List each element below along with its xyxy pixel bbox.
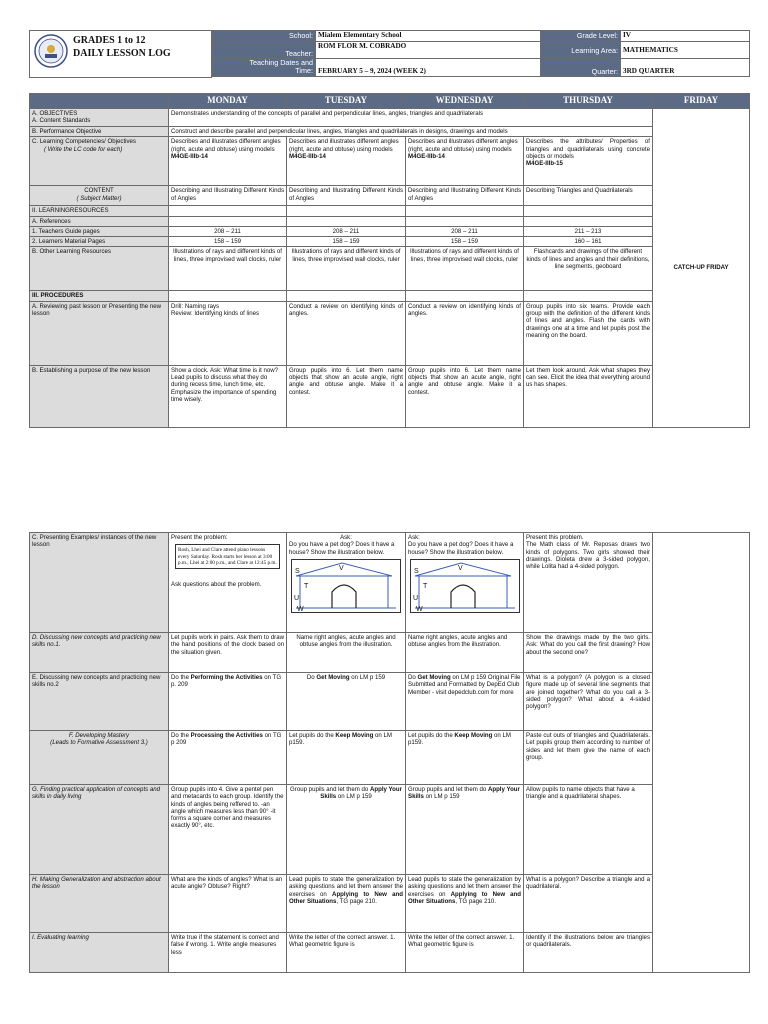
school-value: Mialem Elementary School — [316, 31, 541, 42]
eval-tuesday: Write the letter of the correct answer. 1. What geometric figure is — [287, 933, 406, 973]
problem-textbox: Rosh, Lhei and Clare attend piano lessons every Saturday. Rosh starts her lesson at 3:00 p.m., Lhei at 2:00 p.m., and Clare at 12:45 p.m. — [175, 544, 280, 569]
competencies-label: C. Learning Competencies/ Objectives — [32, 138, 136, 146]
day-header-wednesday: WEDNESDAY — [406, 94, 524, 109]
ill-letter-s: S — [413, 567, 419, 575]
apply-monday: Group pupils into 4. Give a pentel pen and metacards to each group. Identify the kinds of angles being reffered to. -an angle which measures less than 90° -it forms a square corner and measures exactly 90°, etc. — [169, 785, 287, 875]
present-ask-label: Ask: — [408, 534, 420, 541]
form-subtitle: DAILY LESSON LOG — [73, 48, 171, 59]
angle-illustration-icon — [411, 560, 519, 612]
dates-label-line1: Teaching Dates and — [249, 58, 313, 67]
mastery-sublabel: (Leads to Formative Assessment 3.) — [50, 739, 148, 747]
disc2-thursday: What is a polygon? (A polygon is a closed figure made up of several line segments that are joined together? What do you call a 3-sided polygon? What about a 4-sided polygon? — [524, 673, 653, 731]
mastery-wednesday — [406, 731, 524, 785]
purpose-tuesday: Group pupils into 6. Let them name objects that show an acute angle, right angle and obtuse angle. Make it a contest. — [287, 365, 406, 427]
competency-code: M4GE-IIIb-14 — [171, 152, 208, 160]
disc2-label: E. Discussing new concepts and practicing new skills no.2 — [30, 673, 169, 731]
day-header-tuesday: TUESDAY — [287, 94, 406, 109]
deped-seal-icon — [34, 34, 68, 68]
lm-monday: 158 – 159 — [169, 237, 287, 247]
dates-value: FEBRUARY 5 – 9, 2024 (WEEK 2) — [316, 59, 541, 77]
present-problem-intro: Present the problem: — [171, 534, 228, 541]
competencies-label-cell — [30, 137, 169, 186]
present-thursday — [524, 533, 653, 633]
disc2-activity: Get Moving — [316, 674, 350, 681]
present-problem-text: The Math class of Mr. Reposas draws two kinds of polygons. Two girls showed their drawings. Dioleta drew a 3-sided polygon, while Lolita had a 4-sided polygon. — [526, 541, 650, 571]
teacher-value: ROM FLOR M. COBRADO — [316, 42, 541, 59]
disc2-activity: Get Moving — [417, 674, 451, 681]
apply-text: Group pupils and let them do — [408, 786, 488, 793]
disc2-page: on LM p 159 — [349, 674, 386, 681]
mastery-activity: Processing the Activities — [190, 732, 263, 739]
purpose-thursday: Let them look around. Ask what shapes they can see. Elicit the idea that everything around us has shapes. — [524, 365, 653, 427]
gen-text: Lead pupils to state the generalization by asking questions and let them answer the exercises on — [408, 876, 521, 898]
apply-text: Group pupils and let them do — [290, 786, 370, 793]
friday-empty — [653, 533, 750, 973]
mastery-monday — [169, 731, 287, 785]
competency-thursday — [524, 137, 653, 186]
gen-label: H. Making Generalization and abstraction about the lesson — [30, 875, 169, 933]
lm-wednesday: 158 – 159 — [406, 237, 524, 247]
references-label: A. References — [30, 216, 169, 226]
mastery-label: F. Developing Mastery — [68, 732, 130, 739]
review-label: A. Reviewing past lesson or Presenting the new lesson — [30, 301, 169, 365]
dates-label — [213, 59, 316, 77]
apply-label: G. Finding practical application of concepts and skills in daily living — [30, 785, 169, 875]
procedures-label: III. PROCEDURES — [30, 291, 169, 301]
present-monday — [169, 533, 287, 633]
mastery-activity: Keep Moving — [335, 732, 374, 739]
tg-tuesday: 208 – 211 — [287, 226, 406, 236]
disc1-tuesday: Name right angles, acute angles and obtuse angles from the illustration. — [287, 633, 406, 673]
tg-wednesday: 208 – 211 — [406, 226, 524, 236]
competency-code: M4GE-IIIb-14 — [408, 152, 445, 160]
disc2-tuesday — [287, 673, 406, 731]
other-resources-label: B. Other Learning Resources — [30, 247, 169, 291]
competency-text: Describes and illustrates different angles (right, acute and obtuse) using models — [408, 138, 518, 153]
disc2-page: on LM p 159 Original File Submitted and Formatted by DepEd Club Member - visit depedclub.com for more — [408, 674, 521, 696]
apply-activity: Apply Your Skills — [408, 786, 520, 801]
eval-label: I. Evaluating learning — [30, 933, 169, 973]
competency-code: M4GE-IIIb-15 — [526, 160, 563, 168]
present-ask-text: Do you have a pet dog? Does it have a house? Show the illustration below. — [408, 541, 514, 556]
content-label-cell — [30, 186, 169, 206]
disc2-text: Do — [408, 674, 418, 681]
competency-text: Describes and illustrates different angles (right, acute and obtuse) using models — [289, 138, 399, 153]
present-ask: Ask questions about the problem. — [171, 580, 262, 588]
other-thursday: Flashcards and drawings of the different kinds of lines and angles and their definitions, line segments, geoboard — [524, 247, 653, 291]
grade-label: Grade Level: — [541, 31, 621, 42]
competency-wednesday — [406, 137, 524, 186]
mastery-page: on TG p 209 — [171, 732, 282, 747]
present-ask-text: Do you have a pet dog? Does it have a house? Show the illustration below. — [289, 541, 395, 556]
mastery-tuesday — [287, 731, 406, 785]
ill-letter-w: W — [415, 605, 423, 612]
dates-label-line2: Time: — [295, 66, 313, 75]
empty-cell — [406, 216, 524, 226]
gen-activity: Applying to New and Other Situations — [408, 890, 521, 905]
content-wednesday: Describing and Illustrating Different Kinds of Angles — [406, 186, 524, 206]
empty-cell — [287, 291, 406, 301]
competency-text: Describes the attributes/ Properties of triangles and quadrilaterals using concrete objects or models — [526, 138, 650, 160]
area-value: MATHEMATICS — [621, 42, 750, 59]
content-standards-label: A. Content Standards — [32, 117, 91, 125]
gen-activity: Applying to New and Other Situations — [289, 890, 404, 905]
eval-wednesday: Write the letter of the correct answer. 1. What geometric figure is — [406, 933, 524, 973]
row-label-objectives — [30, 109, 169, 127]
form-title: GRADES 1 to 12 — [73, 35, 146, 46]
empty-cell — [287, 206, 406, 216]
competencies-sublabel: ( Write the LC code for each) — [44, 145, 123, 153]
disc2-text: Do the — [171, 674, 191, 681]
mastery-label-cell — [30, 731, 169, 785]
resources-label: II. LEARNINGRESOURCES — [30, 206, 169, 216]
competency-tuesday — [287, 137, 406, 186]
present-tuesday — [287, 533, 406, 633]
disc2-page: on TG p. 209 — [171, 674, 282, 689]
other-tuesday: Illustrations of rays and different kinds of lines, three improvised wall clocks, ruler — [287, 247, 406, 291]
friday-catch-up: CATCH-UP FRIDAY — [653, 109, 750, 428]
present-ask-label: Ask: — [340, 534, 352, 541]
lesson-log-table-page2 — [29, 532, 750, 973]
gen-tuesday — [287, 875, 406, 933]
empty-cell — [524, 206, 653, 216]
header-info-table — [212, 30, 750, 77]
competency-text: Describes and illustrates different angles (right, acute and obtuse) using models — [171, 138, 281, 153]
gen-page: , TG page 210. — [455, 897, 496, 905]
ill-letter-u: U — [294, 594, 300, 602]
lm-tuesday: 158 – 159 — [287, 237, 406, 247]
mastery-text: Do the — [171, 732, 191, 739]
empty-cell — [524, 216, 653, 226]
disc1-monday: Let pupils work in pairs. Ask them to draw the hand positions of the clock based on the situation given. — [169, 633, 287, 673]
day-header-friday: FRIDAY — [653, 94, 750, 109]
mastery-text: Let pupils do the — [408, 732, 455, 739]
ill-letter-v: V — [339, 564, 344, 572]
gen-monday: What are the kinds of angles? What is an acute angle? Obtuse? Right? — [169, 875, 287, 933]
mastery-page: on LM p159. — [408, 732, 511, 747]
mastery-thursday: Paste cut outs of triangles and Quadrilaterals. Let pupils group them according to number of sides and let them give the name of each group. — [524, 731, 653, 785]
review-wednesday: Conduct a review on identifying kinds of angles. — [406, 301, 524, 365]
review-drill: Drill: Naming rays — [171, 302, 220, 310]
eval-monday: Write true if the statement is correct and false if wrong. 1. Write angle measures less — [169, 933, 287, 973]
gen-text: Lead pupils to state the generalization by asking questions and let them answer the exercises on — [289, 876, 403, 898]
mastery-activity: Keep Moving — [454, 732, 493, 739]
corner-cell — [30, 94, 169, 109]
content-monday: Describing and Illustrating Different Kinds of Angles — [169, 186, 287, 206]
tg-label: 1. Teachers Guide pages — [30, 226, 169, 236]
present-label: C. Presenting Examples/ instances of the new lesson — [30, 533, 169, 633]
purpose-label: B. Establishing a purpose of the new lesson — [30, 365, 169, 427]
review-thursday: Group pupils into six teams. Provide each group with the definition of the different kinds of lines and angles. Flash the cards with drawings one at a time and let pupils post the meaning on the board. — [524, 301, 653, 365]
purpose-wednesday: Group pupils into 6. Let them name objects that show an acute angle, right angle and obtuse angle. Make it a contest. — [406, 365, 524, 427]
disc2-wednesday — [406, 673, 524, 731]
other-wednesday: Illustrations of rays and different kinds of lines, three improvised wall clocks, ruler — [406, 247, 524, 291]
day-header-thursday: THURSDAY — [524, 94, 653, 109]
performance-value: Construct and describe parallel and perpendicular lines, angles, triangles and quadrilaterals in designs, drawings and models — [169, 127, 653, 137]
apply-activity: Apply Your Skills — [320, 786, 402, 801]
apply-thursday: Allow pupils to name objects that have a triangle and a quadrilateral shapes. — [524, 785, 653, 875]
content-tuesday: Describing and Illustrating Different Kinds of Angles — [287, 186, 406, 206]
competency-monday — [169, 137, 287, 186]
tg-thursday: 211 – 213 — [524, 226, 653, 236]
empty-cell — [406, 206, 524, 216]
tg-monday: 208 – 211 — [169, 226, 287, 236]
present-wednesday — [406, 533, 524, 633]
content-standards-value: Demonstrates understanding of the concepts of parallel and perpendicular lines, angles, triangles and quadrilaterals — [169, 109, 653, 127]
content-sublabel: ( Subject Matter) — [76, 194, 122, 202]
empty-cell — [169, 216, 287, 226]
area-label: Learning Area: — [541, 42, 621, 59]
quarter-value: 3RD QUARTER — [621, 59, 750, 77]
mastery-page: on LM p159. — [289, 732, 392, 747]
purpose-monday: Show a clock. Ask: What time is it now? Lead pupils to discuss what they do during recess time, lunch time, etc. Emphasize the importance of spending time wisely. — [169, 365, 287, 427]
ill-letter-t: T — [422, 582, 427, 590]
lm-label: 2. Learners Material Pages — [30, 237, 169, 247]
gen-wednesday — [406, 875, 524, 933]
disc2-text: Do — [306, 674, 317, 681]
disc1-label: D. Discussing new concepts and practicing new skills no.1. — [30, 633, 169, 673]
disc1-thursday: Show the drawings made by the two girls. Ask: What do you call the first drawing? How about the second one? — [524, 633, 653, 673]
objectives-label: A. OBJECTIVES — [32, 110, 78, 117]
content-thursday: Describing Triangles and Quadrilaterals — [524, 186, 653, 206]
grade-value: IV — [621, 31, 750, 42]
apply-wednesday — [406, 785, 524, 875]
lesson-log-table-page1 — [29, 93, 750, 428]
angle-illustration-icon — [292, 560, 400, 612]
disc2-monday — [169, 673, 287, 731]
mastery-text: Let pupils do the — [289, 732, 336, 739]
dog-house-illustration — [410, 559, 520, 613]
disc1-wednesday: Name right angles, acute angles and obtuse angles from the illustration. — [406, 633, 524, 673]
other-monday: Illustrations of rays and different kinds of lines, three improvised wall clocks, ruler — [169, 247, 287, 291]
apply-page: on LM p 159 — [336, 793, 372, 801]
school-label: School: — [213, 31, 316, 42]
teacher-label: Teacher: — [213, 42, 316, 59]
empty-cell — [524, 291, 653, 301]
eval-thursday: Identify if the illustrations below are triangles or quadrilaterals. — [524, 933, 653, 973]
present-problem-intro: Present this problem. — [526, 534, 584, 541]
ill-letter-w: W — [297, 605, 304, 612]
ill-letter-s: S — [295, 567, 300, 575]
competency-code: M4GE-IIIb-14 — [289, 152, 326, 160]
dog-house-illustration — [291, 559, 401, 613]
review-monday — [169, 301, 287, 365]
disc2-activity: Performing the Activities — [190, 674, 263, 681]
quarter-label: Quarter: — [541, 59, 621, 77]
ill-letter-u: U — [412, 594, 418, 602]
empty-cell — [169, 291, 287, 301]
performance-label: B. Performance Objective — [30, 127, 169, 137]
lm-thursday: 160 – 161 — [524, 237, 653, 247]
apply-page: on LM p 159 — [423, 793, 460, 801]
apply-tuesday — [287, 785, 406, 875]
empty-cell — [169, 206, 287, 216]
empty-cell — [287, 216, 406, 226]
review-tuesday: Conduct a review on identifying kinds of angles. — [287, 301, 406, 365]
ill-letter-v: V — [457, 564, 463, 572]
gen-thursday: What is a polygon? Describe a triangle and a quadrilateral. — [524, 875, 653, 933]
empty-cell — [406, 291, 524, 301]
gen-page: , TG page 210. — [336, 897, 377, 905]
ill-letter-t: T — [304, 582, 309, 590]
day-header-monday: MONDAY — [169, 94, 287, 109]
review-text: Review: Identifying kinds of lines — [171, 310, 260, 318]
content-label: CONTENT — [84, 187, 114, 195]
